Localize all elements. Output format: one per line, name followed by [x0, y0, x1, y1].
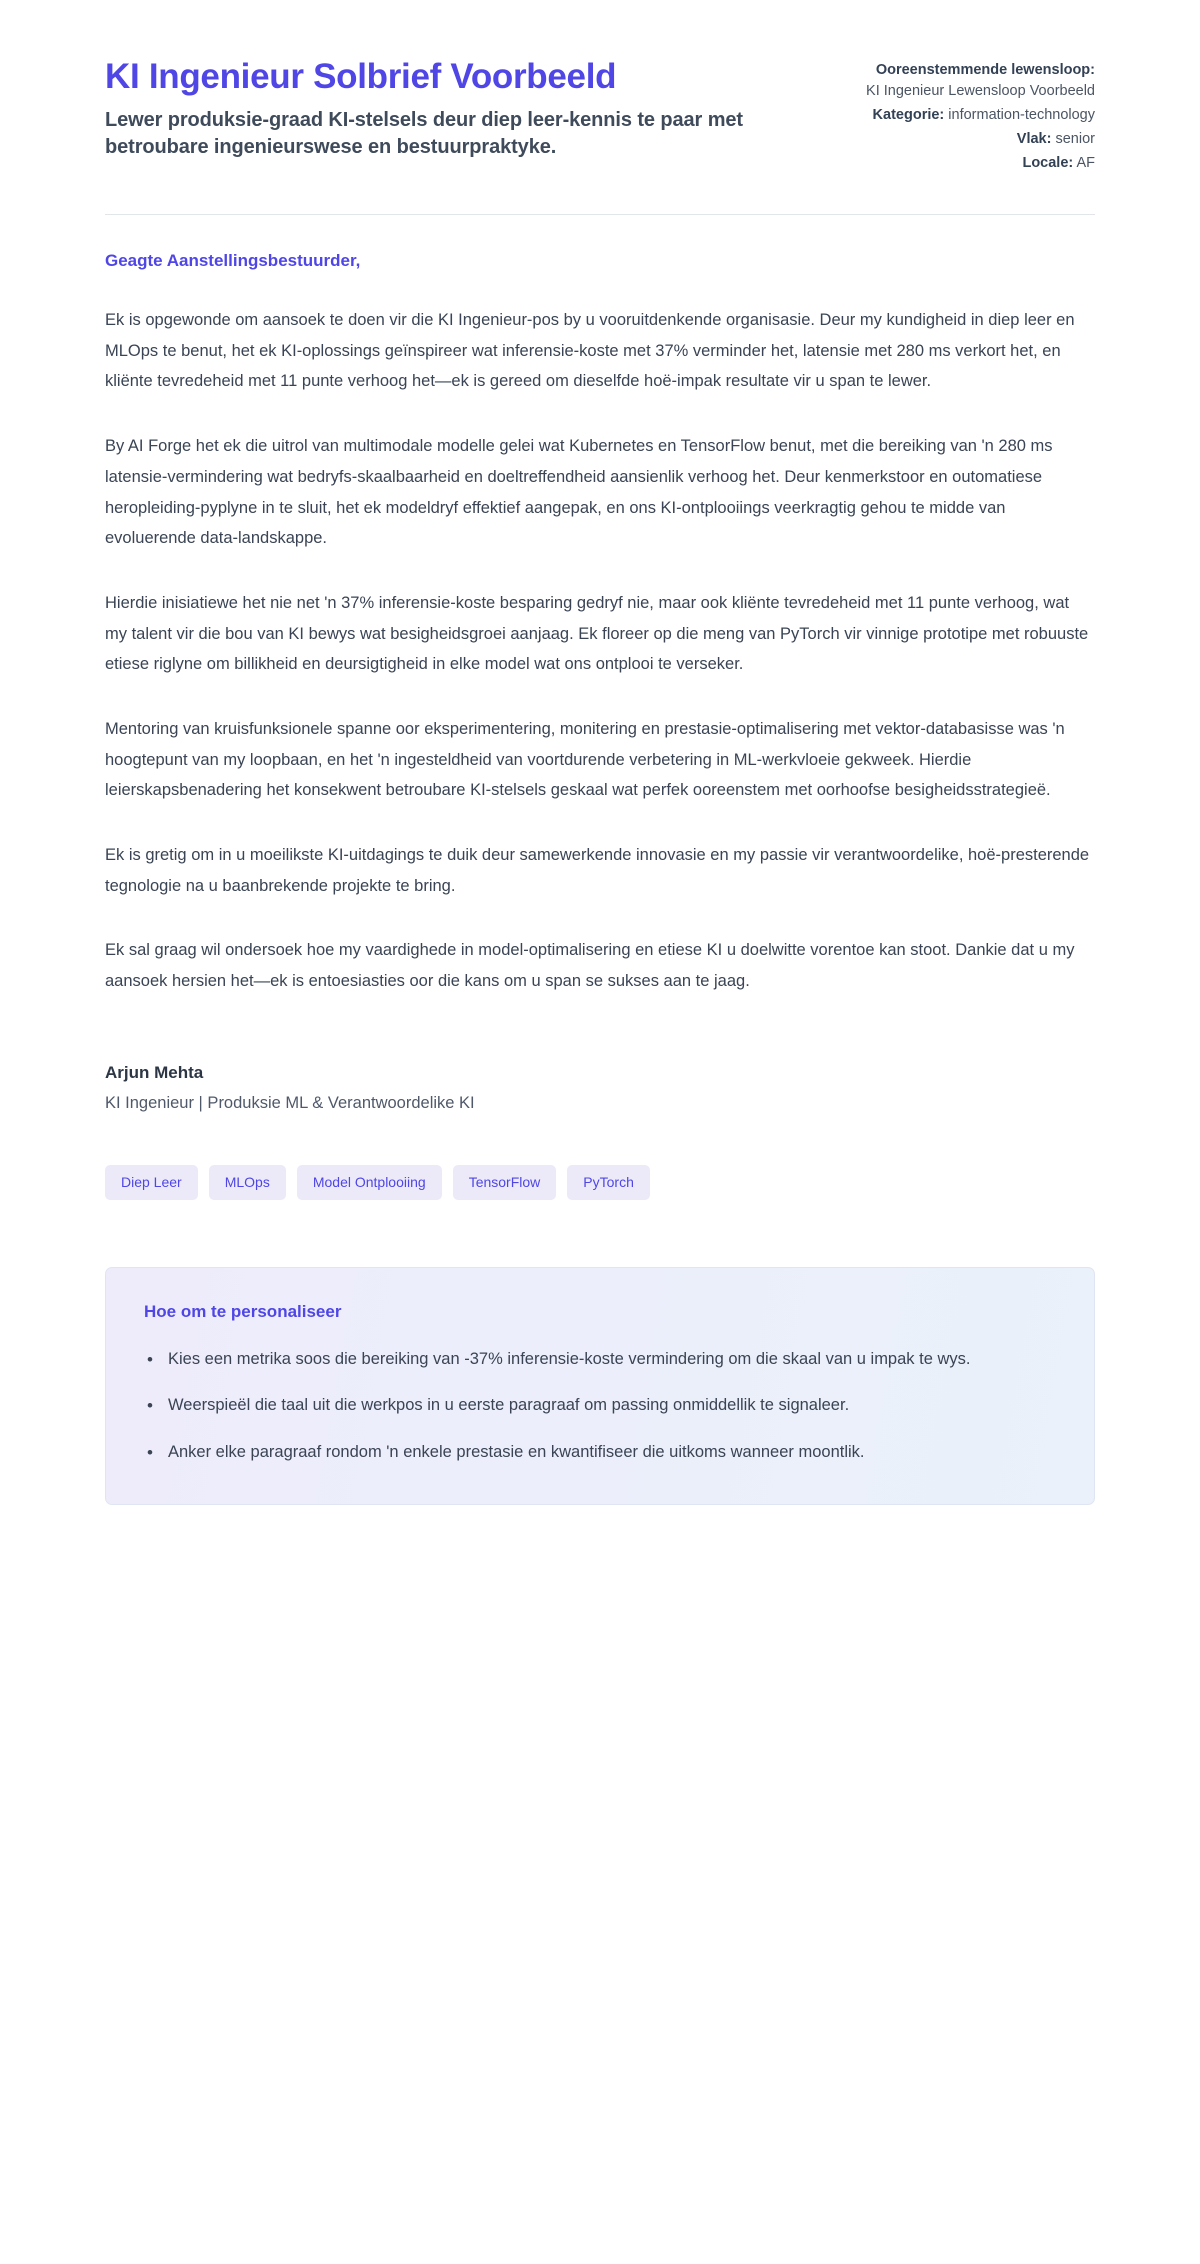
letter-paragraph: Mentoring van kruisfunksionele spanne oor eksperimentering, monitering en prestasie-optimalisering met vektor-databasisse was 'n hoogtepunt van my loopbaan, en het 'n ingesteldheid van voortdurende verbetering in ML-werkvloeie gekweek. Hierdie leierskapsbenadering het konsekwent betroubare KI-stelsels geskaal wat perfek ooreenstem met oorhoofse besigheidsstrategieë. — [105, 719, 1065, 800]
skill-tag[interactable]: PyTorch — [567, 1165, 650, 1200]
skill-tag[interactable]: Diep Leer — [105, 1165, 198, 1200]
metadata-label: Kategorie: — [872, 107, 945, 124]
callout-item: • Weerspieël die taal uit die werkpos in u eerste paragraaf om passing onmiddellik te signaleer. — [144, 1390, 1024, 1421]
letter-body — [105, 215, 1095, 997]
signature-role: KI Ingenieur | Produksie ML & Verantwoordelike KI — [105, 1093, 475, 1112]
callout-title: Hoe om te personaliseer — [144, 1301, 342, 1321]
callout-item: • Anker elke paragraaf rondom 'n enkele prestasie en kwantifiseer die uitkoms wanneer moontlik. — [144, 1437, 1024, 1468]
letter-paragraph: Hierdie inisiatiewe het nie net 'n 37% inferensie-koste besparing gedryf nie, maar ook kliënte tevredeheid met 11 punte verhoog, wat my talent vir die bou van KI bewys wat besigheidsgroei aanjaag. Ek floreer op die meng van PyTorch vir vinnige prototipe met robuuste etiese riglyne om billikheid en deursigtigheid in elke model wat ons ontplooi te verseker. — [105, 593, 1089, 674]
callout-item: • Kies een metrika soos die bereiking van -37% inferensie-koste vermindering om die skaal van u impak te wys. — [144, 1344, 1024, 1375]
skill-tag[interactable]: MLOps — [209, 1165, 286, 1200]
skill-tag[interactable]: Model Ontplooiing — [297, 1165, 442, 1200]
metadata-value: information-technology — [944, 107, 1095, 124]
metadata-value: AF — [1073, 155, 1095, 172]
skill-tag-list — [105, 1165, 1095, 1200]
metadata-label: Locale: — [1022, 155, 1074, 172]
salutation: Geagte Aanstellingsbestuurder, — [105, 251, 361, 271]
header-title-block — [105, 56, 745, 161]
metadata-row — [865, 105, 1095, 126]
metadata-value: senior — [1051, 131, 1095, 148]
callout-item-list — [144, 1344, 1056, 1468]
letter-paragraph: Ek is opgewonde om aansoek te doen vir die KI Ingenieur-pos by u vooruitdenkende organisasie. Deur my kundigheid in diep leer en MLOps te benut, het ek KI-oplossings geïnspireer wat inferensie-koste met 37% verminder het, latensie met 280 ms verkort het, en kliënte tevredeheid met 11 punte verhoog het—ek is gereed om dieselfde hoë-impak resultate vir u span te lewer. — [105, 311, 1075, 391]
personalization-callout — [105, 1267, 1095, 1505]
page-title: KI Ingenieur Solbrief Voorbeeld — [105, 57, 617, 96]
metadata-row — [865, 60, 1095, 102]
letter-paragraph: By AI Forge het ek die uitrol van multimodale modelle gelei wat Kubernetes en TensorFlow benut, met die bereiking van 'n 280 ms latensie-vermindering wat bedryfs-skaalbaarheid en doeltreffendheid aansienlik verhoog het. Deur kenmerkstoor en outomatiese heropleiding-pyplyne in te sluit, het ek modeldryf effektief aangepak, en ons KI-ontplooiings veerkragtig gehou te midde van evoluerende data-landskappe. — [105, 437, 1053, 548]
metadata-value: KI Ingenieur Lewensloop Voorbeeld — [866, 83, 1095, 100]
metadata-row — [865, 153, 1095, 174]
letter-paragraph: Ek sal graag wil ondersoek hoe my vaardighede in model-optimalisering en etiese KI u doelwitte vorentoe kan stoot. Dankie dat u my aansoek hersien het—ek is entoesiasties oor die kans om u span se sukses aan te jaag. — [105, 941, 1075, 991]
signature-name: Arjun Mehta — [105, 1062, 204, 1082]
signature-block — [105, 1063, 1095, 1113]
page-subtitle: Lewer produksie-graad KI-stelsels deur diep leer-kennis te paar met betroubare ingenieurswese en bestuurpraktyke. — [105, 109, 743, 159]
metadata-row — [865, 129, 1095, 150]
document-header — [105, 56, 1095, 177]
metadata-label: Ooreenstemmende lewensloop: — [875, 62, 1095, 78]
metadata-label: Vlak: — [1016, 131, 1052, 148]
letter-paragraphs — [105, 305, 1095, 997]
document-metadata — [865, 56, 1095, 177]
skill-tag[interactable]: TensorFlow — [453, 1165, 557, 1200]
letter-paragraph: Ek is gretig om in u moeilikste KI-uitdagings te duik deur samewerkende innovasie en my passie vir verantwoordelike, hoë-presterende tegnologie na u baanbrekende projekte te bring. — [105, 846, 1090, 895]
